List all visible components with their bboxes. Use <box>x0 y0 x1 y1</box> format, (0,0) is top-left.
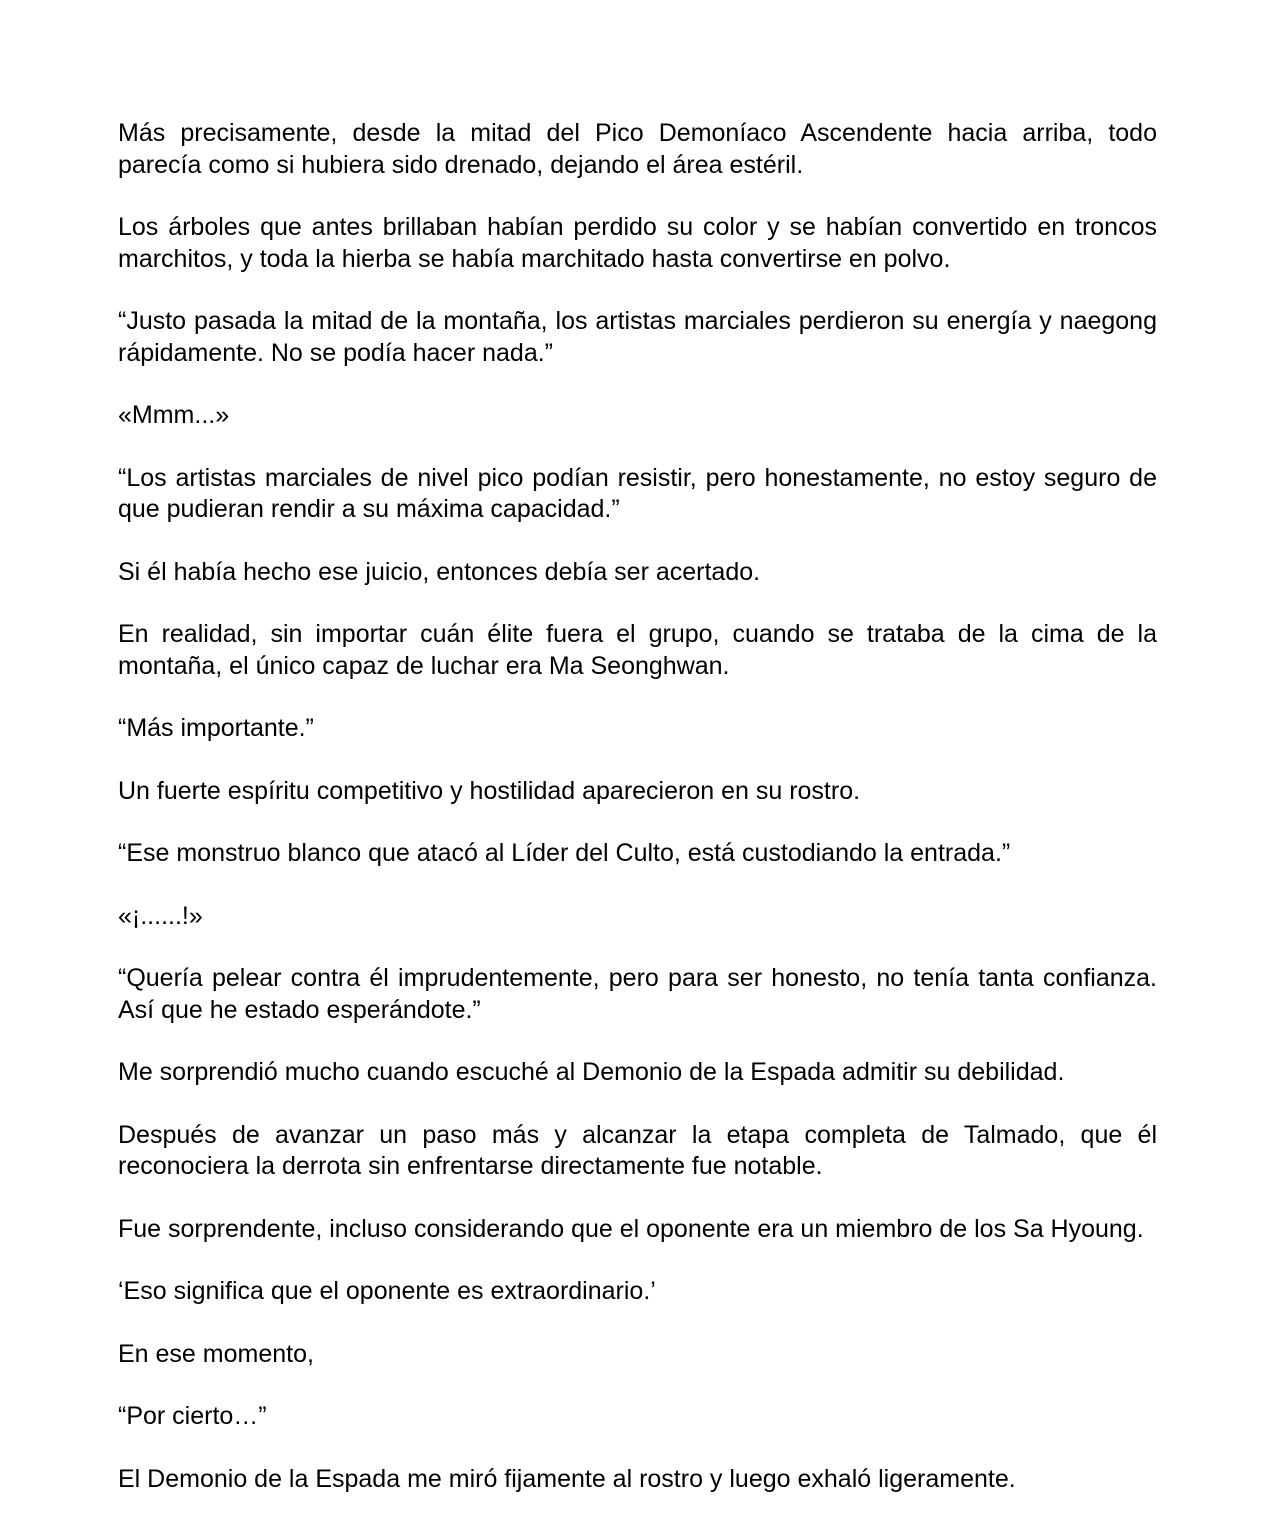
paragraph-14: Después de avanzar un paso más y alcanzar la etapa completa de Talmado, que él reconociera la derrota sin enfrentarse directamente fue notable. <box>118 1120 1157 1180</box>
paragraph-10: “Ese monstruo blanco que atacó al Líder del Culto, está custodiando la entrada.” <box>118 839 1011 867</box>
paragraph-16: ‘Eso significa que el oponente es extraordinario.’ <box>118 1277 656 1305</box>
paragraph-4: «Mmm...» <box>118 401 230 429</box>
paragraph-6: Si él había hecho ese juicio, entonces debía ser acertado. <box>118 557 761 586</box>
paragraph-5: “Los artistas marciales de nivel pico podían resistir, pero honestamente, no estoy seguro de que pudieran rendir a su máxima capacidad.” <box>118 463 1157 523</box>
paragraph-17: En ese momento, <box>118 1339 314 1368</box>
paragraph-3: “Justo pasada la mitad de la montaña, los artistas marciales perdieron su energía y naegong rápidamente. No se podía hacer nada.” <box>118 307 1157 367</box>
paragraph-11: «¡......!» <box>118 901 203 930</box>
paragraph-8: “Más importante.” <box>118 714 314 742</box>
paragraph-7: En realidad, sin importar cuán élite fuera el grupo, cuando se trataba de la cima de la montaña, el único capaz de luchar era Ma Seonghwan. <box>118 620 1157 680</box>
document-page <box>118 118 1157 1526</box>
paragraph-12: “Quería pelear contra él imprudentemente, pero para ser honesto, no tenía tanta confianza. Así que he estado esperándote.” <box>118 964 1157 1024</box>
paragraph-2: Los árboles que antes brillaban habían perdido su color y se habían convertido en troncos marchitos, y toda la hierba se había marchitado hasta convertirse en polvo. <box>118 213 1157 273</box>
paragraph-1: Más precisamente, desde la mitad del Pico Demoníaco Ascendente hacia arriba, todo parecía como si hubiera sido drenado, dejando el área estéril. <box>118 119 1157 179</box>
paragraph-13: Me sorprendió mucho cuando escuché al Demonio de la Espada admitir su debilidad. <box>118 1058 1065 1086</box>
paragraph-19: El Demonio de la Espada me miró fijamente al rostro y luego exhaló ligeramente. <box>118 1464 1016 1493</box>
paragraph-18: “Por cierto…” <box>118 1402 267 1430</box>
paragraph-15: Fue sorprendente, incluso considerando que el oponente era un miembro de los Sa Hyoung. <box>118 1214 1144 1243</box>
paragraph-9: Un fuerte espíritu competitivo y hostilidad aparecieron en su rostro. <box>118 776 861 805</box>
